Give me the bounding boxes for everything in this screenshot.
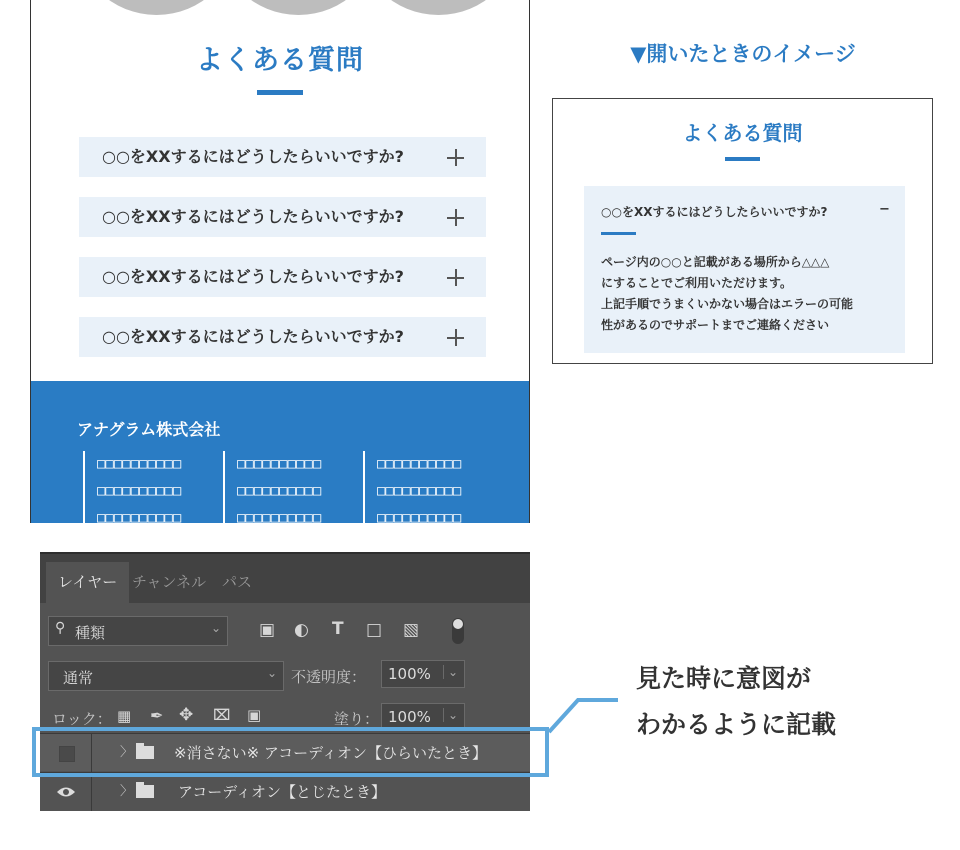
- preview-question: ○○をXXするにはどうしたらいいですか?: [601, 205, 828, 219]
- fill-label: 塗り：: [334, 710, 380, 728]
- answer-divider: [601, 232, 636, 235]
- artboard-icon[interactable]: ⌧: [213, 706, 231, 724]
- footer-link[interactable]: □□□□□□□□□□: [237, 483, 322, 499]
- faq-question: ○○をXXするにはどうしたらいいですか?: [102, 267, 404, 286]
- site-footer: [31, 381, 529, 523]
- faq-item[interactable]: [79, 197, 486, 237]
- layer-filter-select[interactable]: [48, 616, 228, 646]
- plus-icon[interactable]: [447, 149, 464, 166]
- opacity-label: 不透明度：: [291, 668, 367, 686]
- blend-mode-value: 通常: [63, 669, 94, 687]
- footer-link[interactable]: □□□□□□□□□□: [97, 510, 182, 523]
- answer-line: にすることでご利用いただけます。: [601, 276, 793, 290]
- footer-link[interactable]: □□□□□□□□□□: [377, 510, 462, 523]
- site-mock: [30, 0, 530, 523]
- faq-item[interactable]: [79, 317, 486, 357]
- toggle-knob: [453, 619, 463, 629]
- preview-faq-item[interactable]: [584, 186, 905, 353]
- tab-layers[interactable]: レイヤー: [46, 562, 129, 605]
- image-circle: [356, 0, 521, 15]
- note-line: 見た時に意図が: [636, 664, 812, 693]
- chevron-right-icon[interactable]: 〉: [120, 745, 134, 760]
- footer-column: [83, 451, 217, 523]
- footer-column: [223, 451, 357, 523]
- footer-column: [363, 451, 497, 523]
- panel-tab-bar: [40, 552, 530, 603]
- open-state-preview: [552, 98, 933, 364]
- fill-value: 100%: [388, 708, 431, 726]
- footer-link[interactable]: □□□□□□□□□□: [97, 483, 182, 499]
- folder-icon: [136, 785, 154, 798]
- eye-icon: [56, 786, 76, 798]
- chevron-down-icon[interactable]: ⌄: [443, 708, 458, 722]
- plus-icon[interactable]: [447, 269, 464, 286]
- footer-link[interactable]: □□□□□□□□□□: [97, 456, 182, 472]
- search-icon: ⚲: [55, 620, 66, 636]
- faq-question: ○○をXXするにはどうしたらいいですか?: [102, 207, 404, 226]
- faq-title-underline: [257, 90, 303, 95]
- filter-toggle[interactable]: [452, 618, 464, 644]
- answer-line: 上記手順でうまくいかない場合はエラーの可能: [601, 297, 854, 311]
- annotation-note: [636, 656, 836, 748]
- open-state-label: ▼開いたときのイメージ: [630, 42, 856, 66]
- visibility-toggle[interactable]: [40, 773, 92, 811]
- faq-question: ○○をXXするにはどうしたらいいですか?: [102, 327, 404, 346]
- shape-filter-icon[interactable]: □: [366, 620, 383, 640]
- image-filter-icon[interactable]: ▣: [259, 620, 276, 640]
- type-filter-icon[interactable]: T: [332, 619, 344, 639]
- footer-link[interactable]: □□□□□□□□□□: [237, 510, 322, 523]
- note-line: わかるように記載: [636, 710, 837, 739]
- faq-question: ○○をXXするにはどうしたらいいですか?: [102, 147, 404, 166]
- chevron-down-icon[interactable]: ⌄: [443, 665, 458, 679]
- minus-icon[interactable]: −: [879, 202, 890, 217]
- preview-title-underline: [725, 157, 760, 161]
- layer-name[interactable]: アコーディオン【とじたとき】: [178, 783, 387, 801]
- tab-paths[interactable]: パス: [222, 573, 253, 591]
- chevron-down-icon: ⌄: [266, 666, 277, 680]
- move-icon[interactable]: ✥: [179, 705, 194, 725]
- lock-icon[interactable]: ▣: [247, 706, 262, 724]
- layer-highlight-box: [32, 727, 549, 777]
- opacity-input[interactable]: [381, 660, 465, 688]
- smart-object-filter-icon[interactable]: ▧: [403, 620, 420, 640]
- answer-line: ページ内の○○と記載がある場所から△△△: [601, 255, 830, 269]
- image-circle: [74, 0, 239, 15]
- chevron-right-icon[interactable]: 〉: [120, 784, 134, 799]
- chevron-down-icon: ⌄: [210, 621, 221, 635]
- layer-row[interactable]: [40, 772, 530, 810]
- faq-item[interactable]: [79, 257, 486, 297]
- layer-name[interactable]: ※消さない※ アコーディオン【ひらいたとき】: [174, 744, 487, 762]
- preview-title: よくある質問: [682, 121, 803, 145]
- tab-channels[interactable]: チャンネル: [132, 573, 207, 591]
- faq-title: よくある質問: [196, 45, 364, 76]
- footer-link[interactable]: □□□□□□□□□□: [237, 456, 322, 472]
- footer-link[interactable]: □□□□□□□□□□: [377, 483, 462, 499]
- plus-icon[interactable]: [447, 329, 464, 346]
- company-name: アナグラム株式会社: [77, 420, 221, 439]
- faq-item[interactable]: [79, 137, 486, 177]
- blend-mode-select[interactable]: [48, 661, 284, 691]
- plus-icon[interactable]: [447, 209, 464, 226]
- footer-link[interactable]: □□□□□□□□□□: [377, 456, 462, 472]
- lock-transparent-icon[interactable]: ▦: [117, 707, 132, 725]
- filter-label: 種類: [75, 624, 106, 642]
- answer-line: 性があるのでサポートまでご連絡ください: [601, 318, 830, 332]
- preview-answer: [601, 252, 901, 336]
- adjustment-filter-icon[interactable]: ◐: [294, 620, 309, 640]
- image-circle: [216, 0, 381, 15]
- brush-icon[interactable]: ✒: [150, 706, 164, 725]
- lock-label: ロック：: [52, 710, 112, 728]
- opacity-value: 100%: [388, 665, 431, 683]
